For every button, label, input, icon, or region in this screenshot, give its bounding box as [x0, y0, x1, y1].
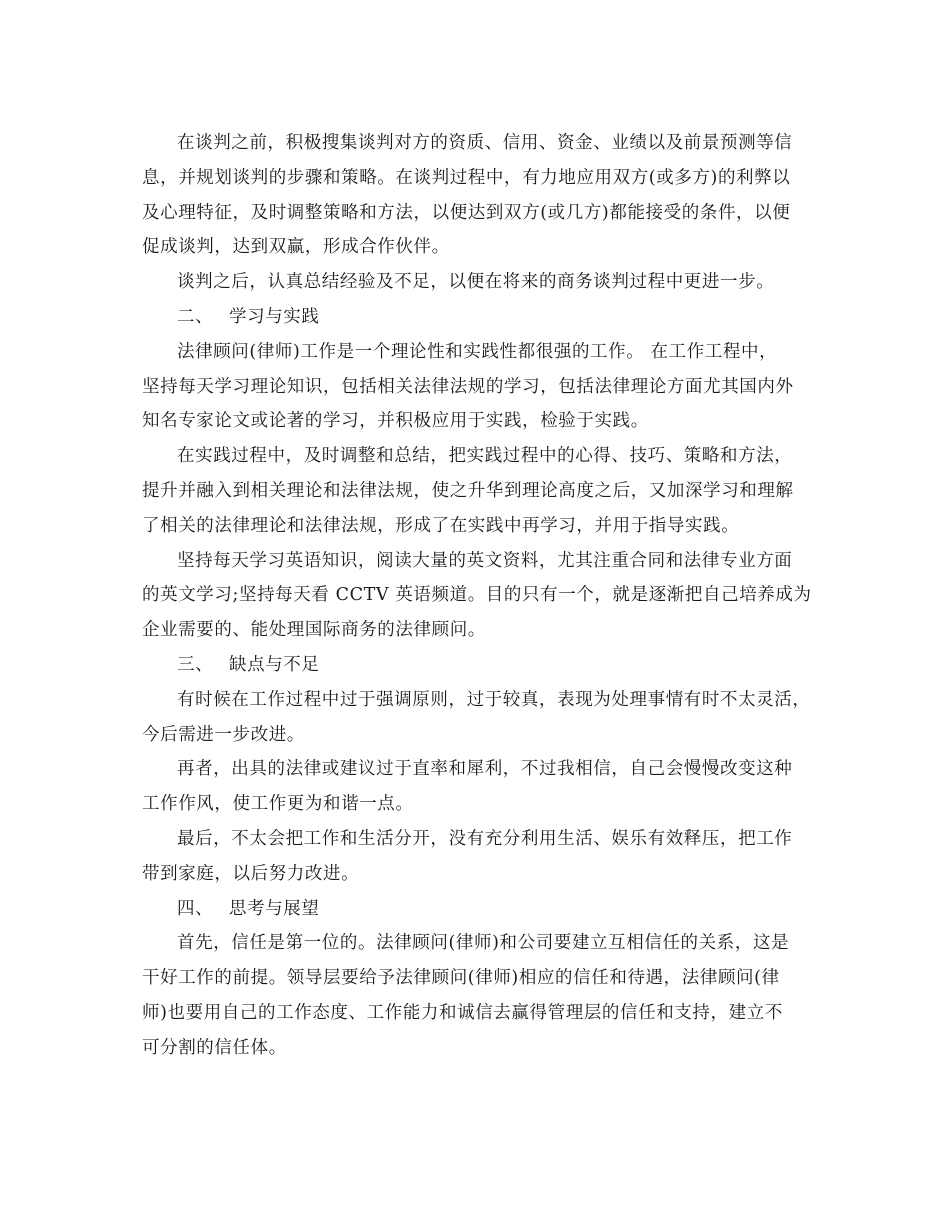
text-line: 了相关的法律理论和法律法规，形成了在实践中再学习，并用于指导实践。: [142, 515, 740, 536]
paragraph-legal-advisor-work: [142, 335, 814, 439]
section-number: 三、: [177, 654, 214, 675]
document-body: [142, 126, 814, 1066]
text-line: 提升并融入到相关理论和法律法规，使之升华到理论高度之后，又加深学习和理解: [142, 480, 794, 501]
section-title: 缺点与不足: [229, 654, 320, 675]
paragraph-trust: [142, 926, 814, 1065]
text-line: 促成谈判，达到双赢，形成合作伙伴。: [142, 237, 450, 258]
text-line: 坚持每天学习英语知识，阅读大量的英文资料，尤其注重合同和法律专业方面: [177, 550, 793, 571]
paragraph-post-negotiation: [142, 265, 814, 300]
text-line: 师)也要用自己的工作态度、工作能力和诚信去赢得管理层的信任和支持，建立不: [142, 1002, 783, 1023]
text-line: 企业需要的、能处理国际商务的法律顾问。: [142, 620, 486, 641]
heading-line: [142, 648, 814, 683]
section-title: 学习与实践: [229, 306, 320, 327]
paragraph-too-principled: [142, 683, 814, 753]
paragraph-english-study: [142, 544, 814, 648]
text-line: 息，并规划谈判的步骤和策略。在谈判过程中，有力地应用双方(或多方)的利弊以: [142, 167, 791, 188]
text-line: 及心理特征，及时调整策略和方法，以便达到双方(或几方)都能接受的条件，以便: [142, 202, 791, 223]
text-line: 最后，不太会把工作和生活分开，没有充分利用生活、娱乐有效释压，把工作: [177, 828, 793, 849]
text-line: 今后需进一步改进。: [142, 724, 305, 745]
paragraph-practice-summary: [142, 439, 814, 543]
paragraph-too-direct: [142, 752, 814, 822]
paragraph-pre-negotiation: [142, 126, 814, 265]
text-line: 有时候在工作过程中过于强调原则，过于较真，表现为处理事情有时不太灵活，: [177, 689, 811, 710]
section-heading-study-practice: [142, 300, 814, 335]
text-line: 的英文学习;坚持每天看 CCTV 英语频道。目的只有一个，就是逐渐把自己培养成为: [142, 585, 812, 606]
text-line: 坚持每天学习理论知识，包括相关法律法规的学习，包括法律理论方面尤其国内外: [142, 376, 794, 397]
section-number: 二、: [177, 306, 214, 327]
section-heading-outlook: [142, 892, 814, 927]
text-line: 法律顾问(律师)工作是一个理论性和实践性都很强的工作。 在工作工程中，: [177, 341, 778, 362]
text-line: 可分割的信任体。: [142, 1037, 287, 1058]
text-line: 再者，出具的法律或建议过于直率和犀利，不过我相信，自己会慢慢改变这种: [177, 759, 793, 780]
text-line: 工作作风，使工作更为和谐一点。: [142, 794, 414, 815]
text-line: 干好工作的前提。领导层要给予法律顾问(律师)相应的信任和待遇，法律顾问(律: [142, 968, 780, 989]
text-line: 在实践过程中，及时调整和总结，把实践过程中的心得、技巧、策略和方法，: [177, 446, 793, 467]
text-line: 知名专家论文或论著的学习，并积极应用于实践，检验于实践。: [142, 411, 649, 432]
text-line: 首先，信任是第一位的。法律顾问(律师)和公司要建立互相信任的关系，这是: [177, 933, 790, 954]
text-line: 谈判之后，认真总结经验及不足，以便在将来的商务谈判过程中更进一步。: [177, 272, 775, 293]
heading-line: [142, 892, 814, 927]
paragraph-work-life-balance: [142, 822, 814, 892]
text-line: 带到家庭，以后努力改进。: [142, 863, 360, 884]
heading-line: [142, 300, 814, 335]
section-heading-shortcomings: [142, 648, 814, 683]
section-number: 四、: [177, 898, 214, 919]
section-title: 思考与展望: [229, 898, 320, 919]
text-line: 在谈判之前，积极搜集谈判对方的资质、信用、资金、业绩以及前景预测等信: [177, 133, 793, 153]
